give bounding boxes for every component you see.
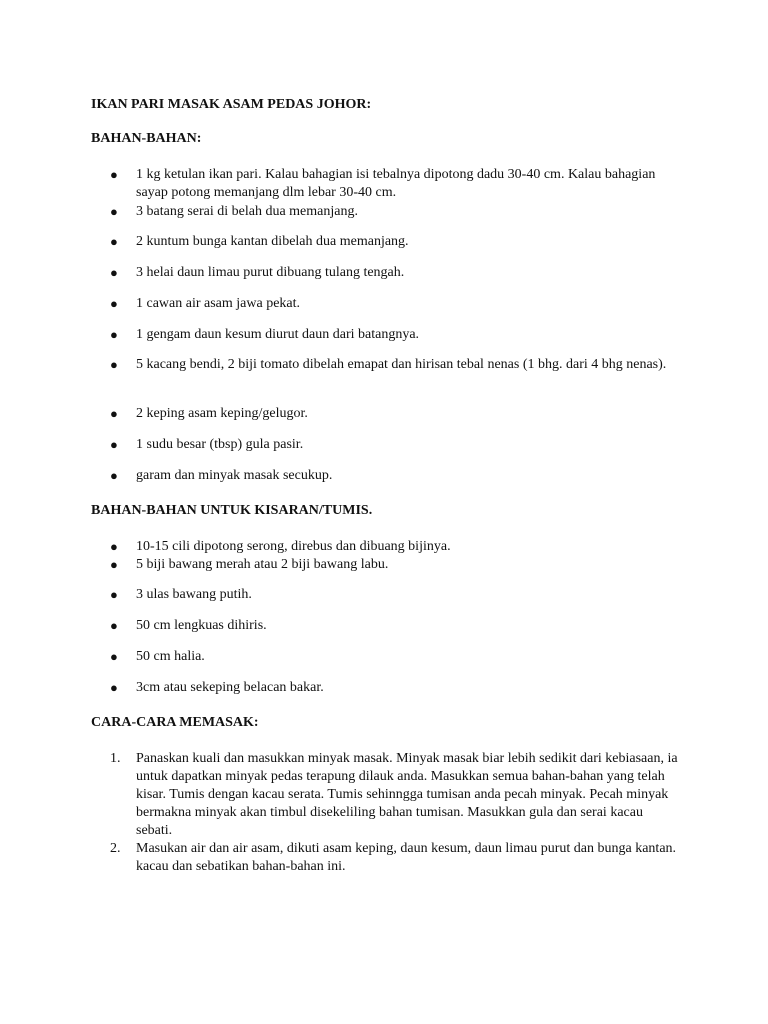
step-text: Masukan air dan air asam, dikuti asam keping, daun kesum, daun limau purut dan bunga kantan. kacau dan sebatikan bahan-bahan ini. <box>136 841 677 874</box>
bullet-icon: ● <box>110 539 118 554</box>
bullet-icon: ● <box>110 587 118 602</box>
bullet-icon: ● <box>110 327 118 342</box>
list-item-text: 3 helai daun limau purut dibuang tulang tengah. <box>136 265 405 280</box>
bullet-icon: ● <box>110 265 118 280</box>
bullet-icon: ● <box>110 296 118 311</box>
list-item-text: 3cm atau sekeping belacan bakar. <box>136 680 324 695</box>
bullet-icon: ● <box>110 234 118 249</box>
list-item-text: 5 biji bawang merah atau 2 biji bawang labu. <box>136 557 389 572</box>
bullet-icon: ● <box>110 468 118 483</box>
list-item-text: 5 kacang bendi, 2 biji tomato dibelah emapat dan hirisan tebal nenas (1 bhg. dari 4 bhg nenas). <box>136 357 667 372</box>
list-item-text: 1 cawan air asam jawa pekat. <box>136 296 301 311</box>
list-item-text: 3 ulas bawang putih. <box>136 587 252 602</box>
bullet-icon: ● <box>110 406 118 421</box>
step-text: Panaskan kuali dan masukkan minyak masak. Minyak masak biar lebih sedikit dari kebiasaan, ia untuk dapatkan minyak pedas terapung dilauk anda. Masukkan semua bahan-bahan yang telah kisar. Tumis dengan kacau serata. Tumis sehinngga tumisan anda pecah minyak. Pecah minyak bermakna minyak akan timbul disekeliling bahan tumisan. Masukkan gula dan serai kacau sebati. <box>136 751 678 838</box>
bullet-icon: ● <box>110 204 118 219</box>
step-number: 2. <box>110 841 121 856</box>
method-heading: CARA-CARA MEMASAK: <box>91 715 259 730</box>
recipe-title: IKAN PARI MASAK ASAM PEDAS JOHOR: <box>91 97 372 112</box>
bullet-icon: ● <box>110 167 118 182</box>
bullet-icon: ● <box>110 649 118 664</box>
list-item-text: 50 cm lengkuas dihiris. <box>136 618 267 633</box>
list-item-text: 1 sudu besar (tbsp) gula pasir. <box>136 437 304 452</box>
ingredients-heading: BAHAN-BAHAN: <box>91 131 202 146</box>
step-number: 1. <box>110 751 121 766</box>
list-item-text: 1 gengam daun kesum diurut daun dari batangnya. <box>136 327 420 342</box>
bullet-icon: ● <box>110 557 118 572</box>
list-item-text: 2 kuntum bunga kantan dibelah dua memanjang. <box>136 234 409 249</box>
list-item-text: 1 kg ketulan ikan pari. Kalau bahagian isi tebalnya dipotong dadu 30-40 cm. Kalau bahagian sayap potong memanjang dlm lebar 30-40 cm. <box>136 167 656 200</box>
bullet-icon: ● <box>110 357 118 372</box>
list-item-text: 10-15 cili dipotong serong, direbus dan dibuang bijinya. <box>136 539 451 554</box>
list-item-text: 3 batang serai di belah dua memanjang. <box>136 204 358 219</box>
bullet-icon: ● <box>110 437 118 452</box>
bullet-icon: ● <box>110 618 118 633</box>
list-item-text: 2 keping asam keping/gelugor. <box>136 406 308 421</box>
list-item-text: 50 cm halia. <box>136 649 205 664</box>
list-item-text: garam dan minyak masak secukup. <box>136 468 333 483</box>
bullet-icon: ● <box>110 680 118 695</box>
paste-ingredients-heading: BAHAN-BAHAN UNTUK KISARAN/TUMIS. <box>91 503 373 518</box>
